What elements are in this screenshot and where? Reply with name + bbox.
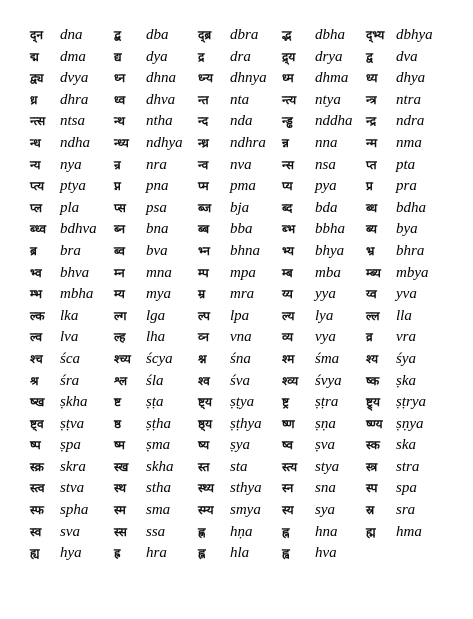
devanagari-conjunct: म्ब्य xyxy=(366,265,381,280)
devanagari-conjunct: न्थ xyxy=(114,114,125,129)
transliteration: hma xyxy=(396,523,422,540)
transliteration: hra xyxy=(146,545,167,562)
devanagari-conjunct: श्र xyxy=(30,373,39,388)
devanagari-conjunct: स्त्र xyxy=(366,459,378,474)
devanagari-conjunct: ध्न्य xyxy=(198,71,214,86)
transliteration: śvya xyxy=(315,372,342,389)
transliteration: dba xyxy=(146,27,169,43)
devanagari-conjunct: ध्म xyxy=(282,71,294,86)
devanagari-conjunct: स्फ xyxy=(30,503,44,518)
transliteration: stya xyxy=(315,458,340,475)
devanagari-conjunct: प्त xyxy=(366,157,377,172)
transliteration: stra xyxy=(396,458,420,475)
transliteration: lga xyxy=(146,307,166,324)
transliteration: drya xyxy=(315,48,343,65)
devanagari-conjunct: ष्म xyxy=(114,438,125,453)
table-row xyxy=(30,371,450,393)
transliteration: ṣṭva xyxy=(60,415,85,432)
transliteration: dhra xyxy=(60,91,89,108)
table-row xyxy=(30,198,450,220)
transliteration: mpa xyxy=(230,264,256,281)
table-row xyxy=(30,133,450,155)
devanagari-conjunct: द्र xyxy=(198,49,205,64)
transliteration: mba xyxy=(315,264,341,281)
table-row xyxy=(30,176,450,198)
transliteration: yya xyxy=(315,286,336,303)
transliteration: ṣya xyxy=(230,437,250,454)
transliteration: dya xyxy=(146,48,168,65)
table-row xyxy=(30,522,450,544)
devanagari-conjunct: ब्द xyxy=(282,200,293,215)
devanagari-conjunct: न्म xyxy=(366,135,377,150)
devanagari-conjunct: न्र xyxy=(114,157,121,172)
transliteration: nddha xyxy=(315,113,353,130)
transliteration: mbha xyxy=(60,286,94,303)
devanagari-conjunct: ल्ह xyxy=(114,330,126,345)
devanagari-conjunct: स्व xyxy=(30,524,42,539)
transliteration: ṣṭya xyxy=(230,394,255,411)
devanagari-conjunct: श्न xyxy=(198,351,207,366)
table-row xyxy=(30,284,450,306)
devanagari-conjunct: य्य xyxy=(282,287,293,302)
devanagari-conjunct: न्स xyxy=(282,157,294,172)
devanagari-conjunct: ष्व xyxy=(282,438,293,453)
transliteration: bhva xyxy=(60,264,90,281)
transliteration: bba xyxy=(230,221,253,238)
transliteration: mra xyxy=(230,286,255,303)
transliteration: ṣṭhya xyxy=(230,415,262,432)
transliteration: lka xyxy=(60,307,79,324)
devanagari-conjunct: न्द xyxy=(198,114,209,129)
transliteration: ṣva xyxy=(315,437,335,454)
transliteration: hya xyxy=(60,545,82,562)
devanagari-conjunct: म्न xyxy=(114,265,125,280)
devanagari-conjunct: न्त xyxy=(198,92,209,107)
devanagari-conjunct: श्च xyxy=(30,351,43,366)
transliteration: hla xyxy=(230,545,250,562)
devanagari-conjunct: द्य xyxy=(114,49,122,64)
devanagari-conjunct: स्त xyxy=(198,459,210,474)
devanagari-conjunct: ब्ध्व xyxy=(30,222,46,237)
devanagari-conjunct: स्र xyxy=(366,503,375,518)
transliteration: bhra xyxy=(396,242,425,259)
devanagari-conjunct: श्य xyxy=(366,351,379,366)
transliteration: ndhya xyxy=(146,134,183,151)
table-row xyxy=(30,306,450,328)
devanagari-conjunct: स्थ्य xyxy=(198,481,215,496)
devanagari-conjunct: ष्ण xyxy=(282,416,295,431)
transliteration: stha xyxy=(146,480,172,497)
devanagari-conjunct: न्य xyxy=(30,157,41,172)
devanagari-conjunct: न्ध्य xyxy=(114,135,129,150)
table-row xyxy=(30,414,450,436)
transliteration: pya xyxy=(315,178,337,195)
devanagari-conjunct: ह्ण xyxy=(198,524,206,539)
transliteration: lpa xyxy=(230,307,250,324)
transliteration: skra xyxy=(60,458,86,475)
devanagari-conjunct: स्प xyxy=(366,481,378,496)
devanagari-conjunct: स्क्र xyxy=(30,459,44,474)
transliteration: nta xyxy=(230,91,250,108)
transliteration: dbhya xyxy=(396,27,433,43)
devanagari-conjunct: ष्ट्र्य xyxy=(366,395,380,410)
table-row xyxy=(30,500,450,522)
devanagari-conjunct: ब्व xyxy=(114,243,125,258)
transliteration: śva xyxy=(230,372,250,389)
devanagari-conjunct: श्व्य xyxy=(282,373,299,388)
devanagari-conjunct: स्त्व xyxy=(30,481,45,496)
transliteration: sva xyxy=(60,523,80,540)
transliteration: ṣkha xyxy=(60,394,88,411)
transliteration: ścya xyxy=(146,350,173,367)
transliteration: śna xyxy=(230,350,251,367)
table-row xyxy=(30,543,450,565)
devanagari-conjunct: ल्ग xyxy=(114,308,127,323)
transliteration: bhya xyxy=(315,242,345,259)
devanagari-conjunct: व्र xyxy=(366,330,373,345)
transliteration: dhnya xyxy=(230,70,267,87)
transliteration: śca xyxy=(60,350,80,367)
transliteration: sma xyxy=(146,502,171,519)
transliteration: dhva xyxy=(146,91,176,108)
transliteration: sta xyxy=(230,458,248,475)
transliteration: ndra xyxy=(396,113,425,130)
transliteration: bra xyxy=(60,242,81,259)
devanagari-conjunct: ध्य xyxy=(366,71,378,86)
devanagari-conjunct: भ्र xyxy=(366,243,375,258)
transliteration: ssa xyxy=(146,523,166,540)
transliteration: nya xyxy=(60,156,82,173)
devanagari-conjunct: द्न xyxy=(30,28,44,42)
devanagari-conjunct: न्त्र xyxy=(366,92,377,107)
devanagari-conjunct: ह्ल xyxy=(198,546,206,561)
devanagari-conjunct: ध्न xyxy=(114,71,126,86)
transliteration: sthya xyxy=(230,480,262,497)
devanagari-conjunct: स्म xyxy=(114,503,126,518)
devanagari-conjunct: ष्ट्र xyxy=(282,395,290,410)
devanagari-conjunct: भ्य xyxy=(282,243,294,258)
transliteration: mbya xyxy=(396,264,429,281)
transliteration: bdha xyxy=(396,199,426,216)
devanagari-conjunct: ष्ट्व xyxy=(30,416,44,431)
table-row xyxy=(30,349,450,371)
devanagari-conjunct: न्द्र xyxy=(366,114,377,129)
transliteration: ntya xyxy=(315,91,341,108)
transliteration: pra xyxy=(396,178,417,195)
devanagari-conjunct: द्व्य xyxy=(30,71,44,86)
transliteration: śma xyxy=(315,350,340,367)
transliteration: spa xyxy=(396,480,417,497)
transliteration: nna xyxy=(315,134,338,151)
devanagari-conjunct: स्स xyxy=(114,524,127,539)
transliteration: bdhva xyxy=(60,221,97,238)
transliteration: psa xyxy=(146,199,167,216)
devanagari-conjunct: ल्व xyxy=(30,330,43,345)
table-row xyxy=(30,263,450,285)
transliteration: dna xyxy=(60,27,83,43)
devanagari-conjunct: स्न xyxy=(282,481,294,496)
transliteration: ṣpa xyxy=(60,437,81,454)
transliteration: mya xyxy=(146,286,171,303)
transliteration: bja xyxy=(230,199,250,216)
devanagari-conjunct: ष्य xyxy=(198,438,210,453)
table-row xyxy=(30,47,450,69)
transliteration: bbha xyxy=(315,221,345,238)
devanagari-conjunct: ब्य xyxy=(366,222,377,237)
devanagari-conjunct: म्र xyxy=(198,287,206,302)
devanagari-conjunct: श्व xyxy=(198,373,210,388)
devanagari-conjunct: स्त्य xyxy=(282,459,298,474)
table-row xyxy=(30,457,450,479)
transliteration: sya xyxy=(315,502,335,519)
table-row xyxy=(30,111,450,133)
devanagari-conjunct: प्ल xyxy=(30,200,43,215)
devanagari-conjunct: न्त्य xyxy=(282,92,297,107)
devanagari-conjunct: ल्प xyxy=(198,308,210,323)
devanagari-conjunct: ष्ण्य xyxy=(366,416,383,431)
transliteration: pta xyxy=(396,156,416,173)
devanagari-conjunct: न्त्स xyxy=(30,114,46,129)
transliteration: ṣṭrya xyxy=(396,394,426,411)
transliteration: pma xyxy=(230,178,256,195)
transliteration: śra xyxy=(60,372,80,389)
devanagari-conjunct: श्च्य xyxy=(114,351,131,366)
devanagari-conjunct: व्न xyxy=(198,330,209,345)
transliteration: vra xyxy=(396,329,416,346)
devanagari-conjunct: ष्प xyxy=(30,438,41,453)
devanagari-conjunct: भ्व xyxy=(30,265,42,280)
devanagari-conjunct: ल्य xyxy=(282,308,295,323)
table-row xyxy=(30,90,450,112)
devanagari-conjunct: ब्ब xyxy=(198,222,210,237)
table-row xyxy=(30,241,450,263)
transliteration: vya xyxy=(315,329,336,346)
transliteration: pna xyxy=(146,178,169,195)
transliteration: nva xyxy=(230,156,252,173)
transliteration: nsa xyxy=(315,156,336,173)
devanagari-conjunct: ब्ज xyxy=(198,200,212,215)
transliteration: ṣṇa xyxy=(315,415,336,432)
transliteration: hṇa xyxy=(230,523,253,540)
transliteration: sra xyxy=(396,502,416,519)
devanagari-conjunct: ब्र xyxy=(30,243,37,258)
devanagari-conjunct: य्व xyxy=(366,287,377,302)
transliteration: ntsa xyxy=(60,113,86,130)
transliteration: bhna xyxy=(230,242,260,259)
transliteration: bya xyxy=(396,221,418,238)
conjunct-table xyxy=(30,25,450,565)
devanagari-conjunct: प्य xyxy=(282,179,293,194)
transliteration: ṣṇya xyxy=(396,415,424,432)
devanagari-conjunct: ब्भ xyxy=(282,222,296,237)
devanagari-conjunct: ष्ठ्य xyxy=(198,416,213,431)
transliteration: skha xyxy=(146,458,174,475)
transliteration: ntha xyxy=(146,113,173,130)
devanagari-conjunct: स्य xyxy=(282,503,294,518)
devanagari-conjunct: न्ड्ढ xyxy=(282,114,293,129)
devanagari-conjunct: म्प xyxy=(198,265,209,280)
devanagari-conjunct: व्य xyxy=(282,330,294,345)
devanagari-conjunct: ह्र xyxy=(114,546,121,561)
transliteration: hva xyxy=(315,545,337,562)
devanagari-conjunct: द्भ्य xyxy=(366,28,385,42)
transliteration: pla xyxy=(60,199,80,216)
transliteration: spha xyxy=(60,502,89,519)
devanagari-conjunct: ह्व xyxy=(282,546,290,561)
transliteration: dva xyxy=(396,48,418,65)
transliteration: dra xyxy=(230,48,251,65)
devanagari-conjunct: ब्ध xyxy=(366,200,378,215)
devanagari-conjunct: श्ल xyxy=(114,373,128,388)
transliteration: bda xyxy=(315,199,338,216)
transliteration: nma xyxy=(396,134,422,151)
devanagari-conjunct: प्म xyxy=(198,179,209,194)
transliteration: yva xyxy=(396,286,417,303)
transliteration: ṣṭra xyxy=(315,394,339,411)
devanagari-conjunct: द्ब्र xyxy=(198,28,212,42)
transliteration: ptya xyxy=(60,178,86,195)
devanagari-conjunct: प्न xyxy=(114,179,121,194)
transliteration: ntra xyxy=(396,91,422,108)
devanagari-conjunct: स्म्य xyxy=(198,503,214,518)
transliteration: dma xyxy=(60,48,86,65)
table-row xyxy=(30,25,450,47)
transliteration: dhma xyxy=(315,70,349,87)
devanagari-conjunct: ह्य xyxy=(30,546,40,561)
devanagari-conjunct: ष्क xyxy=(366,373,380,388)
table-row xyxy=(30,155,450,177)
transliteration: sna xyxy=(315,480,336,497)
devanagari-conjunct: ष्ठ xyxy=(114,416,122,431)
devanagari-conjunct: ष्ट्य xyxy=(198,395,212,410)
devanagari-conjunct: ष्ट xyxy=(114,395,122,410)
devanagari-conjunct: प्त्य xyxy=(30,179,45,194)
transliteration: ska xyxy=(396,437,416,454)
devanagari-conjunct: न्ध्र xyxy=(198,135,209,150)
devanagari-conjunct: द्म xyxy=(30,49,39,64)
transliteration: bna xyxy=(146,221,169,238)
transliteration: smya xyxy=(230,502,261,519)
transliteration: śya xyxy=(396,350,416,367)
devanagari-conjunct: द्र्य xyxy=(282,49,296,64)
transliteration: nra xyxy=(146,156,167,173)
transliteration: mna xyxy=(146,264,172,281)
devanagari-conjunct: म्ब xyxy=(282,265,293,280)
devanagari-conjunct: स्क xyxy=(366,438,380,453)
devanagari-conjunct: ध्र xyxy=(30,92,38,107)
table-row xyxy=(30,327,450,349)
transliteration: ṣṭha xyxy=(146,415,172,432)
transliteration: lva xyxy=(60,329,79,346)
devanagari-conjunct: ध्व xyxy=(114,92,126,107)
devanagari-conjunct: न्व xyxy=(198,157,209,172)
transliteration: hna xyxy=(315,523,338,540)
transliteration: nda xyxy=(230,113,253,130)
transliteration: lla xyxy=(396,307,412,324)
table-row xyxy=(30,392,450,414)
devanagari-conjunct: द्ब xyxy=(114,28,121,42)
transliteration: dbha xyxy=(315,27,345,43)
transliteration: dbra xyxy=(230,27,259,43)
transliteration: ṣka xyxy=(396,372,416,389)
devanagari-conjunct: प्स xyxy=(114,200,126,215)
devanagari-conjunct: भ्न xyxy=(198,243,210,258)
transliteration: lya xyxy=(315,307,334,324)
transliteration: stva xyxy=(60,480,85,497)
table-row xyxy=(30,478,450,500)
devanagari-conjunct: स्ख xyxy=(114,459,129,474)
transliteration: ṣṭa xyxy=(146,394,164,411)
table-row xyxy=(30,435,450,457)
devanagari-conjunct: स्थ xyxy=(114,481,127,496)
table-row xyxy=(30,68,450,90)
devanagari-conjunct: ल्क xyxy=(30,308,45,323)
transliteration: ṣma xyxy=(146,437,171,454)
transliteration: śla xyxy=(146,372,164,389)
transliteration: dhna xyxy=(146,70,176,87)
transliteration: vna xyxy=(230,329,252,346)
devanagari-conjunct: म्भ xyxy=(30,287,43,302)
devanagari-conjunct: न्ध xyxy=(30,135,41,150)
transliteration: dvya xyxy=(60,70,89,87)
table-row xyxy=(30,219,450,241)
devanagari-conjunct: न्न xyxy=(282,135,289,150)
devanagari-conjunct: श्म xyxy=(282,351,295,366)
devanagari-conjunct: द्भ xyxy=(282,28,292,42)
devanagari-conjunct: ह्न xyxy=(282,524,290,539)
transliteration: ndhra xyxy=(230,134,266,151)
transliteration: dhya xyxy=(396,70,426,87)
devanagari-conjunct: ल्ल xyxy=(366,308,380,323)
devanagari-conjunct: द्व xyxy=(366,49,373,64)
transliteration: bva xyxy=(146,242,168,259)
devanagari-conjunct: ष्ख xyxy=(30,395,45,410)
devanagari-conjunct: ह्म xyxy=(366,524,376,539)
transliteration: lha xyxy=(146,329,166,346)
transliteration: ndha xyxy=(60,134,90,151)
devanagari-conjunct: म्य xyxy=(114,287,125,302)
devanagari-conjunct: प्र xyxy=(366,179,373,194)
devanagari-conjunct: ब्न xyxy=(114,222,126,237)
